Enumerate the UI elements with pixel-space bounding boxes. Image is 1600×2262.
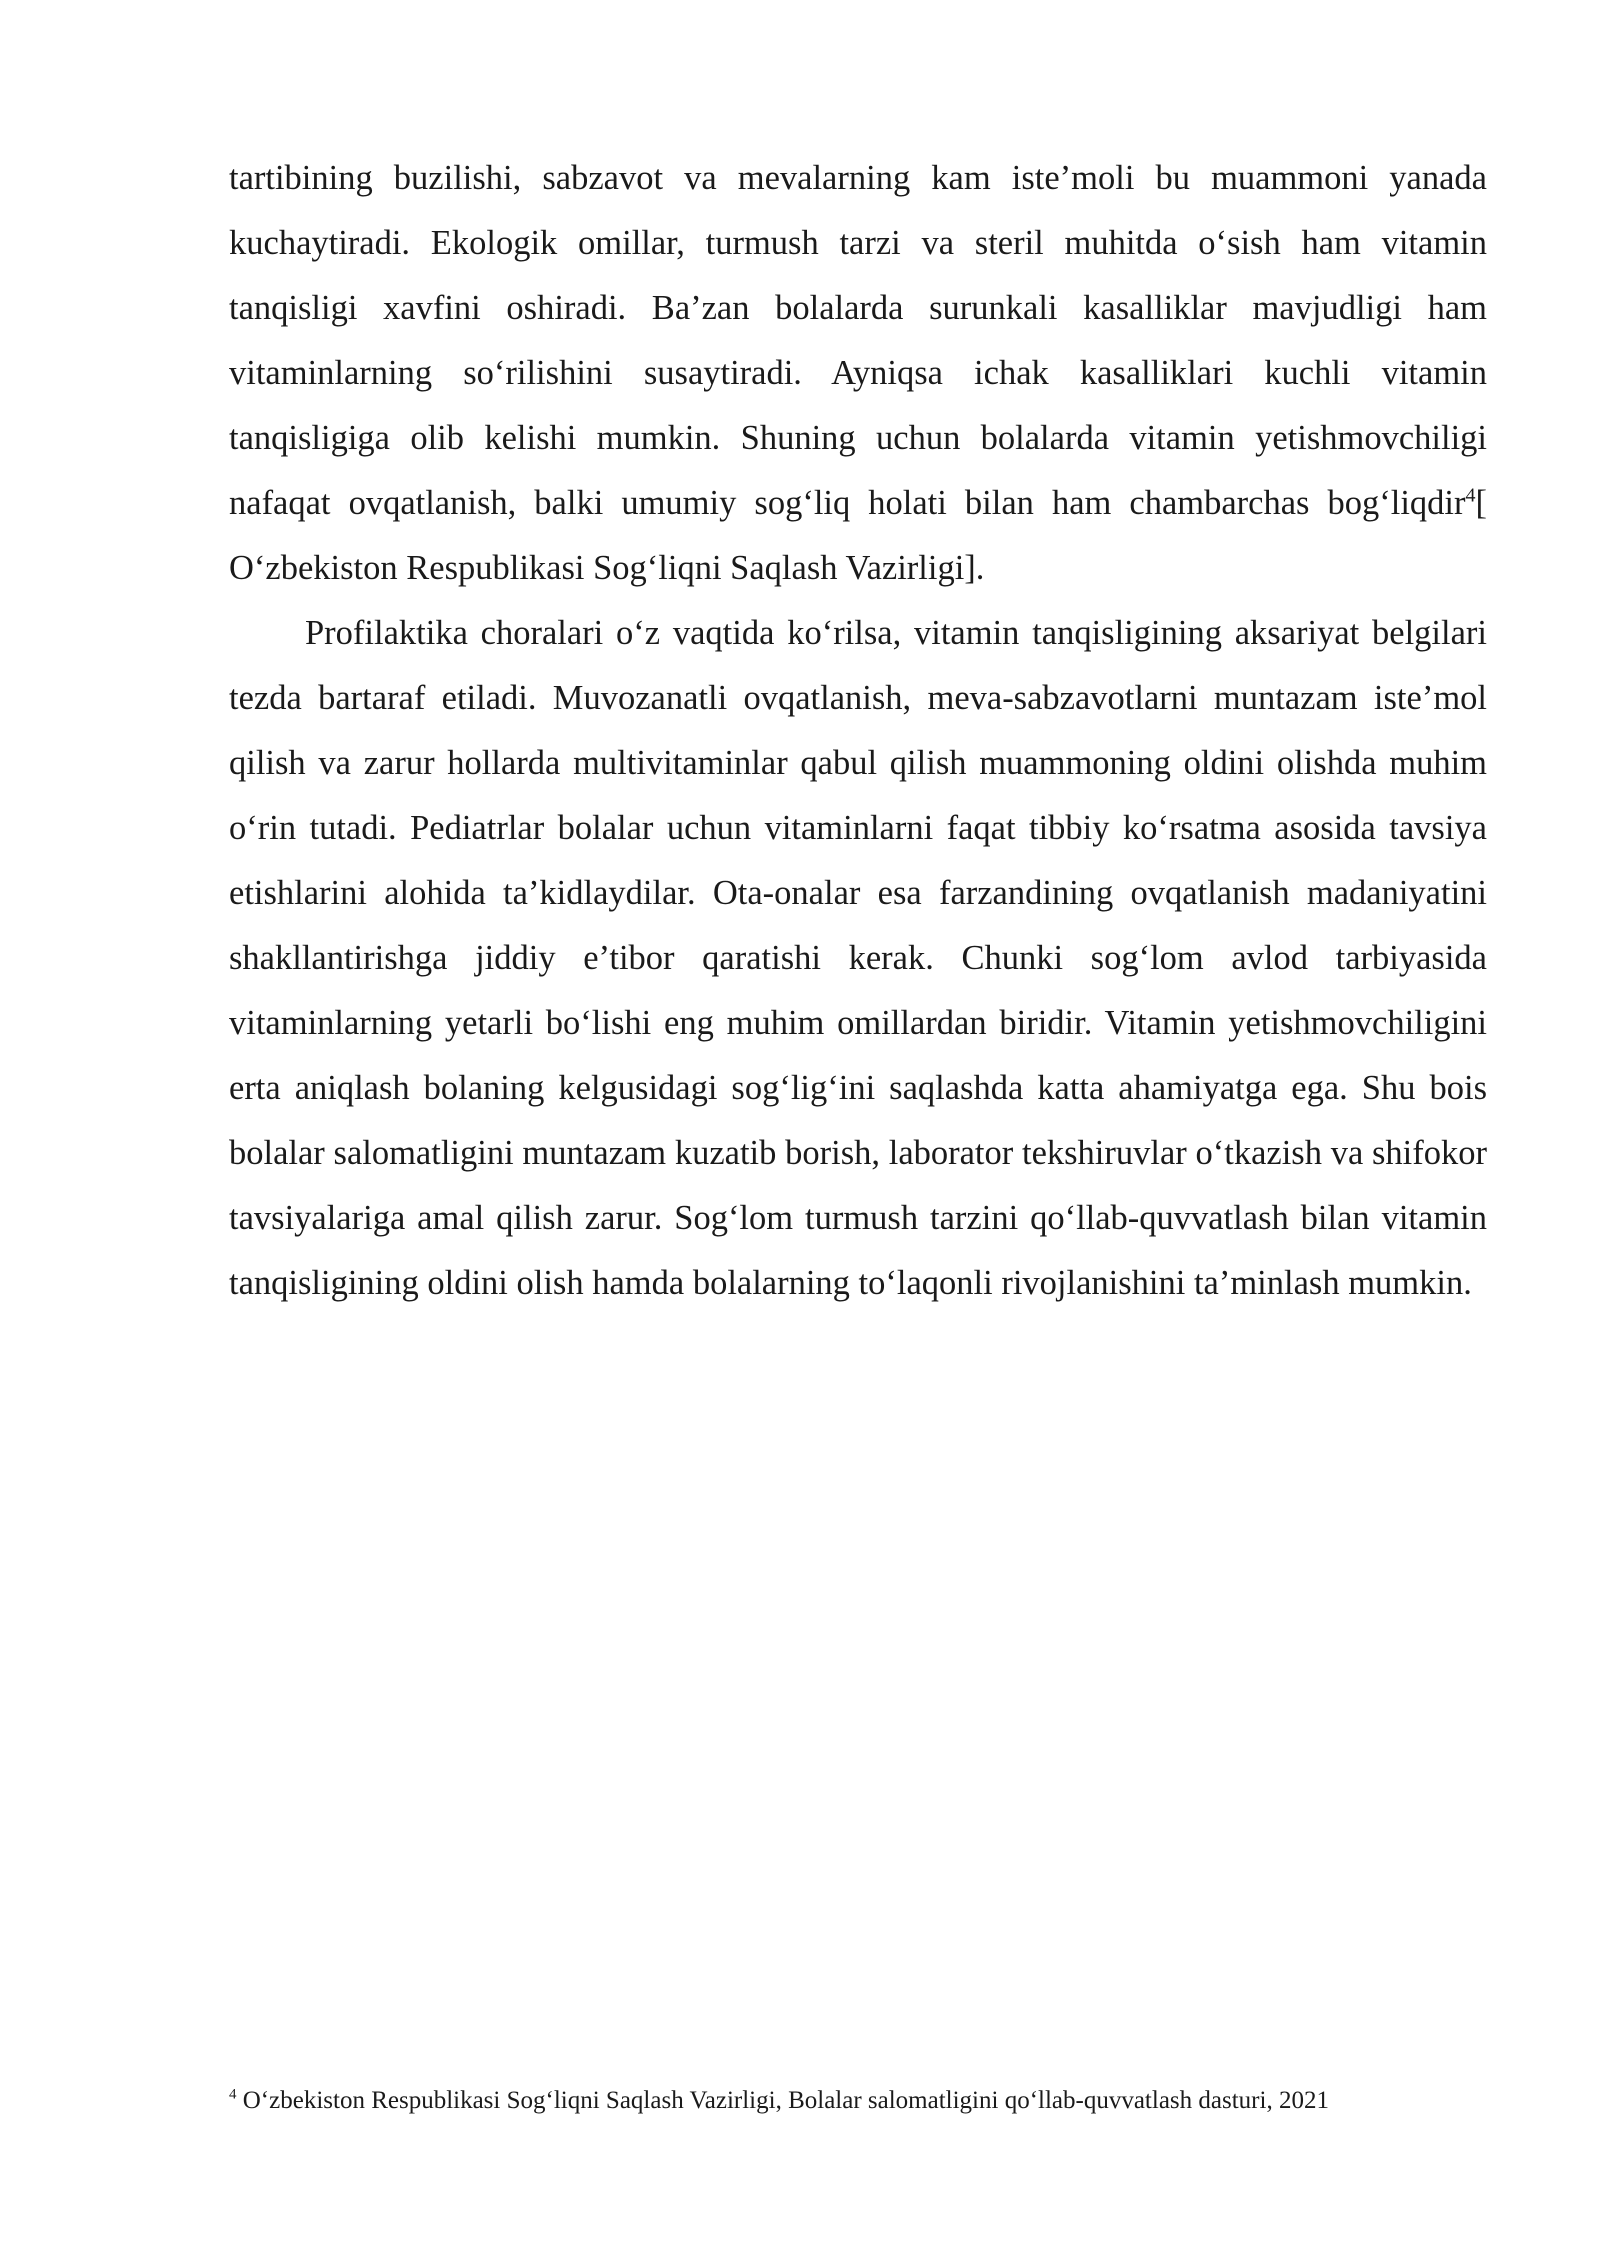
body-text (229, 146, 1487, 1316)
paragraph-1 (229, 146, 1487, 601)
paragraph-2-text: Profilaktika choralari o‘z vaqtida ko‘rilsa, vitamin tanqisligining aksariyat belgilari tezda bartaraf etiladi. Muvozanatli ovqatlanish, meva-sabzavotlarni muntazam iste’mol qilish va zarur hollarda multivitaminlar qabul qilish muammoning oldini olishda muhim o‘rin tutadi. Pediatrlar bolalar uchun vitaminlarni faqat tibbiy ko‘rsatma asosida tavsiya etishlarini alohida ta’kidlaydilar. Ota-onalar esa farzandining ovqatlanish madaniyatini shakllantirishga jiddiy e’tibor qaratishi kerak. Chunki sog‘lom avlod tarbiyasida vitaminlarning yetarli bo‘lishi eng muhim omillardan biridir. Vitamin yetishmovchiligini erta aniqlash bolaning kelgusidagi sog‘lig‘ini saqlashda katta ahamiyatga ega. Shu bois bolalar salomatligini muntazam kuzatib borish, laborator tekshiruvlar o‘tkazish va shifokor tavsiyalariga amal qilish zarur. Sog‘lom turmush tarzini qo‘llab-quvvatlash bilan vitamin tanqisligining oldini olish hamda bolalarning to‘laqonli rivojlanishini ta’minlash mumkin. (229, 614, 1487, 1302)
paragraph-1-citation: [ O‘zbekiston Respublikasi Sog‘liqni Saqlash Vazirligi]. (229, 484, 1487, 587)
paragraph-2 (229, 601, 1487, 1316)
footnote-text: O‘zbekiston Respublikasi Sog‘liqni Saqlash Vazirligi, Bolalar salomatligini qo‘llab-quvvatlash dasturi, 2021 (236, 2087, 1329, 2114)
paragraph-1-text: tartibining buzilishi, sabzavot va mevalarning kam iste’moli bu muammoni yanada kuchaytiradi. Ekologik omillar, turmush tarzi va steril muhitda o‘sish ham vitamin tanqisligi xavfini oshiradi. Ba’zan bolalarda surunkali kasalliklar mavjudligi ham vitaminlarning so‘rilishini susaytiradi. Ayniqsa ichak kasalliklari kuchli vitamin tanqisligiga olib kelishi mumkin. Shuning uchun bolalarda vitamin yetishmovchiligi nafaqat ovqatlanish, balki umumiy sog‘liq holati bilan ham chambarchas bog‘liqdir (229, 159, 1487, 522)
footnote-number: 4 (229, 2086, 237, 2103)
footnote-reference[interactable]: 4 (1465, 484, 1476, 507)
footnote (229, 2085, 1487, 2117)
